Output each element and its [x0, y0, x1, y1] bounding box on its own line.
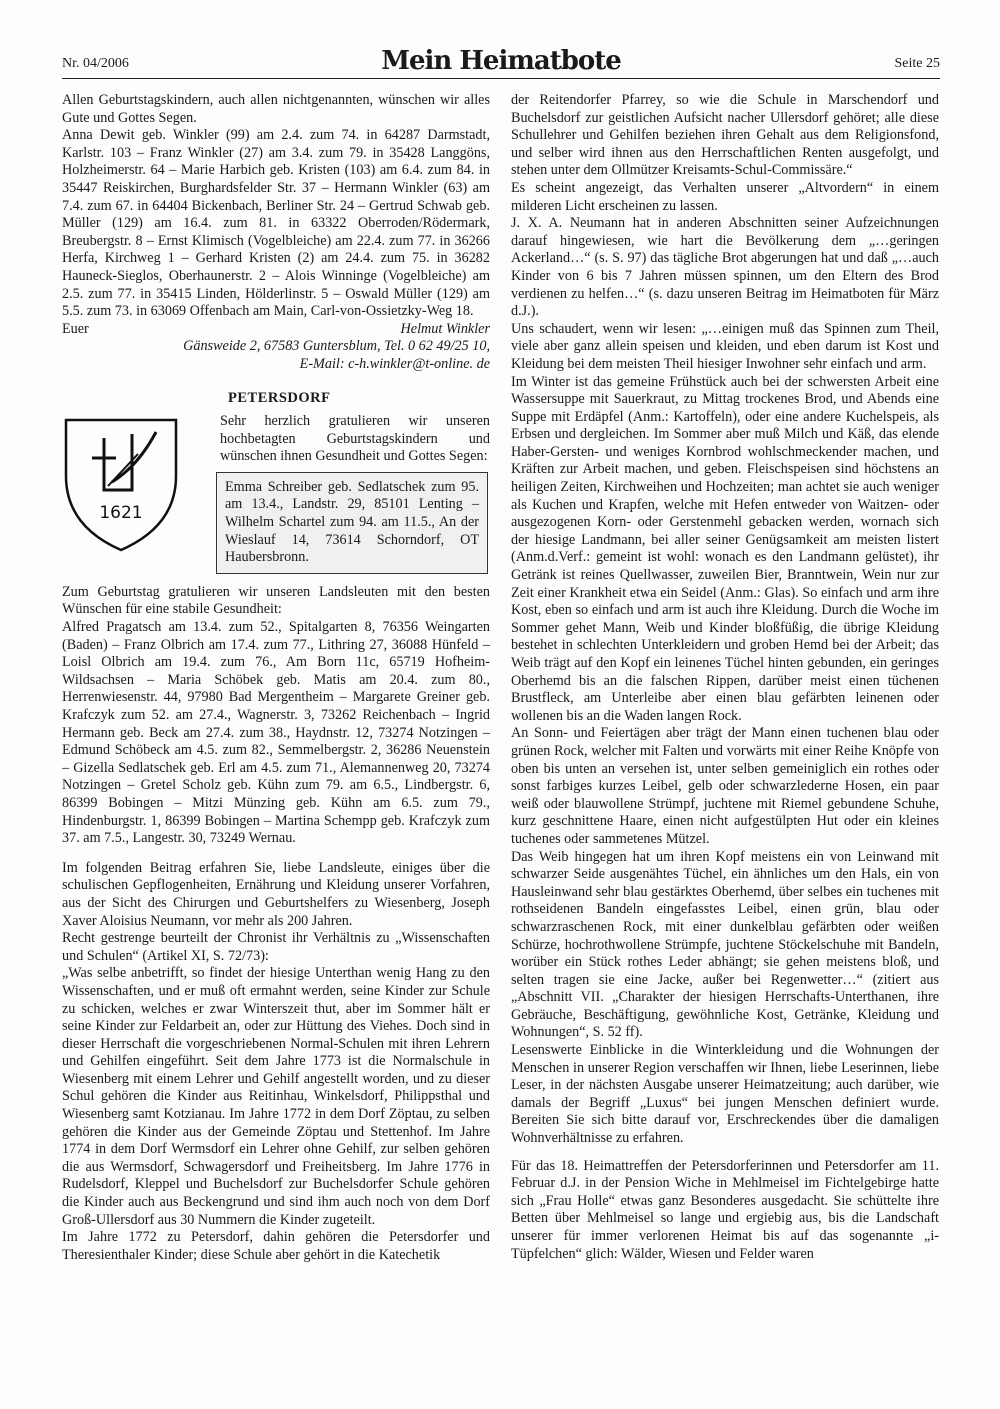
birthday-list-2: Alfred Pragatsch am 13.4. zum 52., Spitalgarten 8, 76356 Weingarten (Baden) – Franz Olbrich am 17.4. zum 77., Lithring 27, 36088 Hünfeld – Loisl Olbrich am 19.4. zum 76., Am Born 11c, 65719 Hofheim-Wildsachsen – Maria Schöbek geb. Matis am 20.4. zum 80., Herrenwiesenstr. 44, 97980 Bad Mergentheim – Margarete Greiner geb. Krafczyk zum 52. am 27.4., Wagnerstr. 3, 73262 Reichenbach – Ingrid Hermann geb. Beck am 27.4. zum 38., Haydnstr. 12, 73274 Notzingen – Edmund Schöbeck am 4.5. zum 82., Semmelbergstr. 2, 36286 Neuenstein – Gizella Sedlatschek geb. Erl am 4.5. zum 71., Alemannenweg 20, 73274 Notzingen – Gretel Scholz geb. Kühn zum 79. am 6.5., Lindbergstr. 6, 86399 Bobingen – Mitzi Münzing geb. Kühn am 6.5. zum 79., Hindenburgstr. 1, 86399 Bobingen – Martina Schempp geb. Krafczyk zum 37. am 7.5., Langestr. 30, 73249 Wernau.	[62, 619, 490, 847]
signature-name: Helmut Winkler	[400, 320, 490, 337]
birthday-intro-2: Zum Geburtstag gratulieren wir unseren Landsleuten mit den besten Wünschen für eine stabile Gesundheit:	[62, 583, 490, 618]
masthead-title: Mein Heimatbote	[381, 46, 621, 76]
article-neumann: J. X. A. Neumann hat in anderen Abschnitten seiner Aufzeichnungen darauf hingewiesen, wie hart die Bevölkerung dem „…geringen Ackerland…“ (s. S. 97) das tägliche Brot abgerungen hat und daß „…auch Kinder von 6 bis 7 Jahren müssen spinnen, um den Eltern des Brod verdienen zu helfen…“ (s. dazu unseren Beitrag im Heimatboten für März d.J.).	[511, 215, 939, 320]
article-sunday-clothes: An Sonn- und Feiertägen aber trägt der Mann einen tuchenen blau oder grünen Rock, welcher mit Falten und vorwärts mit einer Reihe Knöpfe von oben bis unten an versehen ist, unter selben gemeiniglich ein rothes oder sonst farbiges kurzes Leibel, gelb oder schwarzlederne Hosen, ein paar weiß oder blauwollene Strümpf, juchtene mit Riemel gebundene Schuhe, kurz geschnittene Haare, einen nicht aufgestülpten Hut oder ein kleines tuchenes oder sammetenes Mützel.	[511, 725, 939, 847]
signature-line	[62, 321, 490, 339]
birthday-intro: Allen Geburtstagskindern, auch allen nichtgenannten, wünschen wir alles Gute und Gottes Segen.	[62, 92, 490, 126]
signature-euer: Euer	[62, 320, 89, 337]
article-women-clothes: Das Weib hingegen hat um ihren Kopf meistens ein von Leinwand mit schwarzer Seide ausgenähtes Tüchel, ein ähnliches um den Hals, ein von Hausleinwand sehr blau gestärktes Oberhemd, über selbes ein tuchenes mit rothseidenen Bandeln eingefasstes Leibel, einen grün, blau oder schwarzraschenen Rock, mit einer dunkelblau gefärbten oder weißen Schürze, hochrothwollene Strümpfe, juchtene Stöckelschuhe mit Bandeln, worüber ein Stück rothes Leder abhängt; sie gehen meistens bloß, und selten tragen sie eine Jacke, außer bei Regenwetter…“ (zitiert aus „Abschnitt VII. „Charakter der hiesigen Herrschafts-Unterthanen, ihre Gebräuche, Beschäftigung, gewöhnliche Kost, Getränke, Kleidung und Wohnungen“, S. 52 ff).	[511, 848, 939, 1041]
highlight-box: Emma Schreiber geb. Sedlatschek zum 95. am 13.4., Landstr. 29, 85101 Lenting – Wilhelm Schartel zum 94. am 11.5., An der Wieslauf 14, 73614 Schorndorf, OT Haubersbronn.	[216, 472, 488, 574]
issue-number: Nr. 04/2006	[62, 56, 129, 71]
petersdorf-section	[62, 390, 490, 574]
article-next-issue: Lesenswerte Einblicke in die Winterkleidung und die Wohnungen der Menschen in unserer Region verschaffen wir Ihnen, liebe Leserinnen, liebe Leser, in der nächsten Ausgabe unserer Heimatzeitung; auch darüber, wie damals der Begriff „Luxus“ bei jungen Menschen definiert wurde. Bereiten Sie sich bitte darauf vor, Erschreckendes über die damaligen Wohnverhältnisse zu erfahren.	[511, 1042, 939, 1147]
petersdorf-body	[214, 390, 490, 574]
petersdorf-crest	[62, 390, 214, 574]
page-number: Seite 25	[894, 56, 940, 71]
right-column	[511, 92, 939, 1263]
article-heimattreffen: Für das 18. Heimattreffen der Petersdorferinnen und Petersdorfer am 11. Februar d.J. in der Pension Wiche in Mehlmeisel im Fichtelgebirge hatte sich „Frau Holle“ etwas ganz Besonderes ausgedacht. Sie schüttelte ihre Betten über Mehlmeisel so lange und ergiebig aus, bis die Landschaft unserer für immer verlorenen Heimat bis auf das sogenannte „i-Tüpfelchen“ glich: Wälder, Wiesen und Felder waren	[511, 1157, 939, 1262]
article-ancestors: Es scheint angezeigt, das Verhalten unserer „Altvordern“ in einem milderen Licht erscheinen zu lassen.	[511, 179, 939, 214]
article-schools-quote: „Was selbe anbetrifft, so findet der hiesige Unterthan wenig Hang zu den Wissenschaften, und er muß oft ermahnt werden, seine Kinder zur Schule zu schicken, welches er zwar Winterszeit thut, aber im Sommer hält er seine Kinder zur Feldarbeit an, oder zur Hüttung des Viehes. Doch sind in dieser Herrschaft die vorgeschriebenen Normal-Schulen mit ihren Lehrern und Gehilfen eingeführt. Seit dem Jahre 1773 ist die Normalschule in Wiesenberg mit einem Lehrer und Gehilf angestellt worden, und zu dieser Schul gehören die Kinder aus Reitinhau, Winkelsdorf, Philippsthal und Wiesenberg samt Kotzianau. Im Jahre 1772 in dem Dorf Zöptau, zu selben gehören die Kinder aus der Gemeinde Zöptau und Stettenhof. Im Jahre 1774 in dem Dorf Wermsdorf ein Lehrer ohne Gehilf, zur selben gehören die aus Wermsdorf, Schwagersdorf und Freiheitsberg. Im Jahre 1776 in Rudelsdorf, Kleppel und Buchelsdorf zur Buchelsdorfer Schule gehören die Kinder auch aus Beckengrund und sind ihm auch noch von dem Dorf Groß-Ullersdorf aus 30 Nummern die Kinder zugeteilt.	[62, 965, 490, 1228]
article-continuation: der Reitendorfer Pfarrey, so wie die Schule in Marschendorf und Buchelsdorf zur geistlichen Aufsicht nacher Ullersdorf gehöret; alle diese Schullehrer und Gehilfen beziehen ihren Gehalt aus dem Religionsfond, und selber wird ihnen aus den Herrschaftlichen Renten ausgefolgt, und stehen unter dem Ollmützer Kreisamts-Schul-Commissäre.“	[511, 92, 939, 179]
crest-year: 1621	[99, 502, 143, 523]
page-header	[62, 48, 940, 79]
section-intro: Sehr herzlich gratulieren wir unseren hochbetagten Geburtstagskindern und wünschen ihnen Gesundheit und Gottes Segen:	[220, 413, 490, 465]
crest-shield-icon	[62, 414, 180, 554]
section-heading: PETERSDORF	[228, 389, 331, 406]
article-intro: Im folgenden Beitrag erfahren Sie, liebe Landsleute, einiges über die schulischen Gepflogenheiten, Ernährung und Kleidung unserer Vorfahren, aus der Sicht des Chirurgen und Geburtshelfers zu Wiesenberg, Joseph Xaver Aloisius Neumann, vor mehr als 200 Jahren.	[62, 859, 490, 929]
left-column	[62, 92, 490, 1264]
signature-address: Gänsweide 2, 67583 Guntersblum, Tel. 0 62 49/25 10,	[183, 338, 490, 355]
article-food: Im Winter ist das gemeine Frühstück auch bei der schwersten Arbeit eine Wassersuppe mit Sauerkraut, zu Mittag trockenes Brod, und Abends eine Suppe mit Erdäpfel (Anm.: Kartoffeln), oder eine andere Kuchelspeis, als Erbsen und dergleichen. Im Sommer aber muß Milch und Käß, das elende Haber-Gersten- und weniges Kornbrod wohlschmeckender machen, und Kräften zur Arbeit machen, und geben. Fleischspeisen sind höchstens an heiligen Zeiten, Kirchweihen und Hochzeiten; man achtet sie auch weniger als Kuchen und Krapfen, welche mit Hefen entweder von Waitzen- oder ausgezogenen Korn- oder Gerstenmehl gebacken werden, wornach sich der hiesige Landmann, bei aller seiner Genügsamkeit am meisten listert (Anm.d.Verf.: gemeint ist wohl: wonach es den Landmann gelüstet), ihr Getränk ist reines Quellwasser, zuweilen Bier, Branntwein, Wein nur zur Zeit einer Krankheit etwa ein Seidel (Anm.: Glas). So einfach und arm ihre Kost, eben so einfach und arm ist auch ihre Kleidung. Durch die Woche im Sommer gehet Mann, Weib und Kinder bloßfüßig, die übrige Kleidung bestehet in schlechten Unterkleidern und groben Hemd bei der Arbeit; das Weib trägt auf den Kopf ein leinenes Tüchel hinten gebunden, ein geringes Oberhemd bis an die falschen Rippen, darüber meist einen tüchenen Brustfleck, am Unterleibe aber einen blau gefärbten leinenen oder wollenen bis an die Waden langen Rock.	[511, 373, 939, 724]
article-petersdorf-school: Im Jahre 1772 zu Petersdorf, dahin gehören die Petersdorfer und Theresienthaler Kinder; diese Schule aber gehört in die Katechetik	[62, 1229, 490, 1263]
article-spinning: Uns schaudert, wenn wir lesen: „…einigen muß das Spinnen zum Theil, viele aber ganz allein speisen und kleiden, und eben darum ist Kost und Kleidung bei dem meisten Theil hiesiger Inwohner sehr einfach und arm.	[511, 320, 939, 372]
article-schools-lead: Recht gestrenge beurteilt der Chronist ihr Verhältnis zu „Wissenschaften und Schulen“ (Artikel XI, S. 72/73):	[62, 930, 490, 964]
signature-email: E-Mail: c-h.winkler@t-online. de	[299, 355, 490, 372]
birthday-list-1: Anna Dewit geb. Winkler (99) am 2.4. zum 74. in 64287 Darmstadt, Karlstr. 103 – Franz Winkler (27) am 3.4. zum 79. in 35428 Langgöns, Holzheimerstr. 64 – Marie Harbich geb. Kristen (103) am 6.4. zum 84. in 35447 Reiskirchen, Burghardsfelder Str. 37 – Hermann Winkler (63) am 7.4. zum 67. in 64404 Bickenbach, Berliner Str. 24 – Gertrud Schwab geb. Müller (129) am 16.4. zum 81. in 63322 Oberroden/Rödermark, Breubergstr. 8 – Ernst Klimisch (Vogelbleiche) am 22.4. zum 77. in 36266 Herfa, Kirchweg 1 – Gerhard Kristen (2) am 24.4. zum 75. in 36282 Hauneck-Sieglos, Oberhaunerstr. 2 – Alois Winninge (Vogelbleiche) am 2.5. zum 77. in 35415 Linden, Hölderlinstr. 5 – Oswald Müller (129) am 5.5. zum 73. in 63069 Offenbach am Main, Carl-von-Ossietzky-Weg 18.	[62, 127, 490, 320]
